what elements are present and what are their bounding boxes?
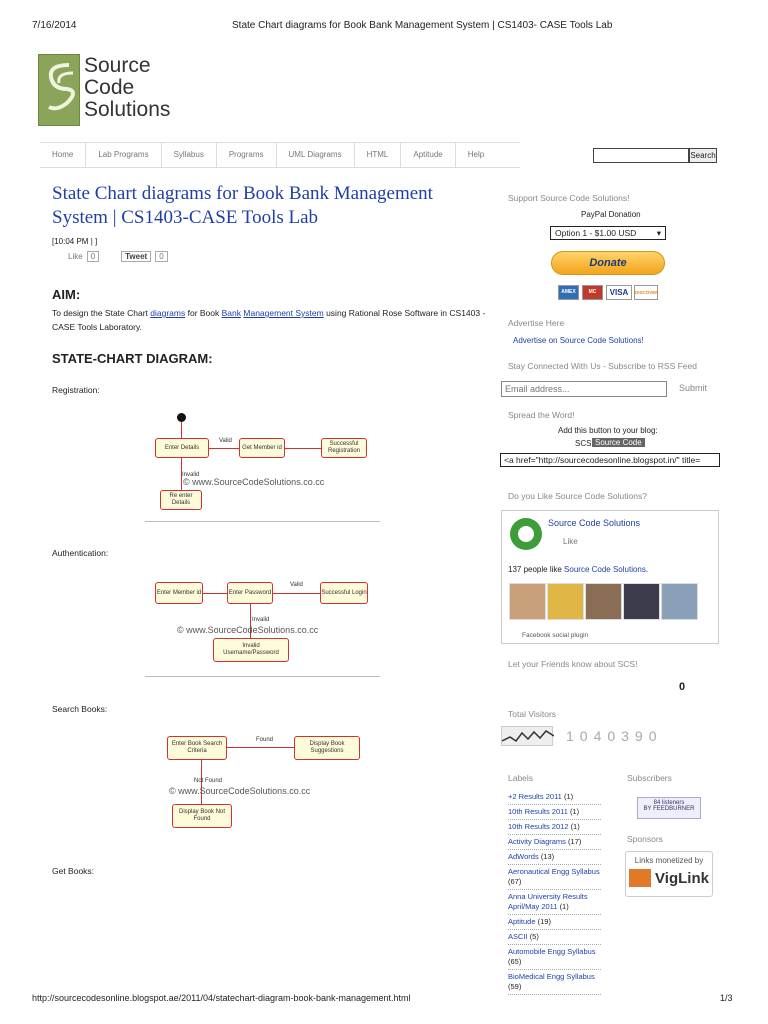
page-logo-icon[interactable] bbox=[510, 518, 542, 550]
section-label-get-books: Get Books: bbox=[52, 866, 95, 876]
aim-text: for Book bbox=[185, 308, 222, 318]
state-invalid-username-password: Invalid Username/Password bbox=[213, 638, 289, 662]
state-get-member-id: Get Member id bbox=[239, 438, 285, 458]
list-item[interactable]: AdWords (13) bbox=[508, 850, 601, 865]
fb-people-text: . bbox=[645, 565, 649, 574]
post-title[interactable]: State Chart diagrams for Book Bank Management System | CS1403-CASE Tools Lab bbox=[52, 183, 433, 228]
nav-help[interactable]: Help bbox=[467, 150, 485, 159]
embed-code-field[interactable]: <a href="http://sourcecodesonline.blogspot.in/" title= bbox=[500, 453, 720, 467]
link-bank[interactable]: Bank bbox=[221, 308, 242, 318]
list-item[interactable]: +2 Results 2011 (1) bbox=[508, 790, 601, 805]
email-input[interactable] bbox=[501, 381, 667, 397]
share-bar bbox=[68, 251, 168, 262]
initial-state-icon bbox=[177, 413, 186, 422]
tweet-count: 0 bbox=[155, 251, 167, 262]
logo-line-2: Code bbox=[84, 76, 135, 99]
nav-lab-programs[interactable]: Lab Programs bbox=[86, 143, 161, 167]
footer-page-number: 1/3 bbox=[720, 993, 733, 1003]
arrow-label-invalid: Invalid bbox=[252, 617, 270, 623]
list-item[interactable]: Automobile Engg Syllabus (65) bbox=[508, 945, 601, 970]
like-label[interactable]: Like bbox=[68, 252, 83, 261]
visa-card-icon: VISA bbox=[606, 285, 632, 300]
list-item[interactable]: Aeronautical Engg Syllabus (67) bbox=[508, 865, 601, 890]
badge-image[interactable]: Source Code bbox=[592, 438, 645, 447]
arrow-label-valid: Valid bbox=[219, 438, 232, 444]
aim-text: To design the State Chart bbox=[52, 308, 151, 318]
watermark: © www.SourceCodeSolutions.co.cc bbox=[177, 625, 319, 635]
support-title: Support Source Code Solutions! bbox=[508, 193, 630, 203]
feed-by: BY FEEDBURNER bbox=[643, 806, 695, 812]
tweet-button[interactable]: Tweet bbox=[121, 251, 151, 262]
nav-html[interactable]: HTML bbox=[355, 143, 402, 167]
list-item[interactable]: BioMedical Engg Syllabus (59) bbox=[508, 970, 601, 995]
visitor-graph-icon bbox=[501, 726, 553, 746]
labels-title: Labels bbox=[508, 773, 534, 783]
mastercard-icon: MC bbox=[582, 285, 603, 300]
donation-option-select[interactable] bbox=[550, 226, 666, 240]
post-meta: [10:04 PM | ] bbox=[52, 237, 98, 246]
aim-paragraph bbox=[52, 306, 492, 334]
nav-syllabus[interactable]: Syllabus bbox=[162, 143, 217, 167]
logo-line-1: Source bbox=[84, 54, 151, 77]
subscribers-title: Subscribers bbox=[627, 773, 672, 783]
visitor-count: 1040390 bbox=[566, 728, 663, 744]
state-enter-details: Enter Details bbox=[155, 438, 209, 458]
list-item[interactable]: Anna University Results April/May 2011 (1) bbox=[508, 890, 601, 915]
watermark: © www.SourceCodeSolutions.co.cc bbox=[169, 786, 311, 796]
search-button[interactable]: Search bbox=[689, 148, 717, 163]
search-input[interactable] bbox=[593, 148, 689, 163]
fan-avatar[interactable] bbox=[585, 583, 622, 620]
amex-card-icon: AMEX bbox=[558, 285, 579, 300]
advertise-title: Advertise Here bbox=[508, 318, 565, 328]
state-enter-search-criteria: Enter Book Search Criteria bbox=[167, 736, 227, 760]
chevron-down-icon: ▾ bbox=[656, 228, 661, 238]
list-item[interactable]: ASCII (5) bbox=[508, 930, 601, 945]
fb-like-button[interactable]: Like bbox=[563, 537, 578, 546]
like-count: 0 bbox=[87, 251, 99, 262]
arrow-label-not-found: Not Found bbox=[194, 778, 223, 784]
viglink-caption: Links monetized by bbox=[634, 856, 704, 865]
list-item[interactable]: Activity Diagrams (17) bbox=[508, 835, 601, 850]
discover-card-icon: DISCOVER bbox=[634, 285, 658, 300]
fb-title: Do you Like Source Code Solutions? bbox=[508, 491, 647, 501]
submit-button[interactable]: Submit bbox=[679, 383, 708, 393]
spread-title: Spread the Word! bbox=[508, 410, 575, 420]
rss-title: Stay Connected With Us - Subscribe to RSS Feed bbox=[508, 361, 697, 371]
feedburner-badge[interactable] bbox=[637, 797, 701, 819]
state-enter-password: Enter Password bbox=[227, 582, 273, 604]
arrow-label-invalid: Invalid bbox=[182, 472, 200, 478]
list-item[interactable]: 10th Results 2011 (1) bbox=[508, 805, 601, 820]
paypal-label: PayPal Donation bbox=[581, 210, 641, 219]
aim-heading: AIM: bbox=[52, 287, 81, 302]
viglink-name: VigLink bbox=[655, 869, 709, 887]
section-label-authentication: Authentication: bbox=[52, 548, 109, 558]
donation-option-value: Option 1 - $1.00 USD bbox=[555, 228, 637, 238]
sponsors-title: Sponsors bbox=[627, 834, 663, 844]
fb-people-count bbox=[508, 565, 648, 574]
feed-count: 84 bbox=[653, 800, 661, 806]
link-management-system[interactable]: Management System bbox=[243, 308, 324, 318]
list-item[interactable]: 10th Results 2012 (1) bbox=[508, 820, 601, 835]
state-successful-login: Successful Login bbox=[320, 582, 368, 604]
donate-button[interactable]: Donate bbox=[551, 251, 665, 275]
logo-icon[interactable] bbox=[38, 54, 80, 126]
print-date: 7/16/2014 bbox=[32, 20, 77, 31]
footer-url: http://sourcecodesonline.blogspot.ae/2011/04/statechart-diagram-book-bank-management.html bbox=[32, 993, 411, 1003]
logo-text[interactable] bbox=[84, 55, 170, 121]
divider bbox=[145, 521, 380, 522]
arrow-label-found: Found bbox=[256, 737, 274, 743]
section-label-search-books: Search Books: bbox=[52, 704, 108, 714]
fb-page-name[interactable]: Source Code Solutions bbox=[548, 518, 641, 528]
nav-programs[interactable]: Programs bbox=[217, 143, 277, 167]
fan-avatar[interactable] bbox=[661, 583, 698, 620]
badge-scs: SCS bbox=[575, 439, 592, 448]
arrow-label-valid: Valid bbox=[290, 582, 303, 588]
state-display-book-suggestions: Display Book Suggestions bbox=[294, 736, 360, 760]
nav-aptitude[interactable]: Aptitude bbox=[401, 143, 455, 167]
labels-list bbox=[508, 790, 601, 995]
friends-count: 0 bbox=[679, 681, 686, 693]
fb-plugin-label: Facebook social plugin bbox=[522, 632, 589, 639]
state-successful-registration: Successful Registration bbox=[321, 438, 367, 458]
state-enter-member-id: Enter Member id bbox=[155, 582, 203, 604]
main-nav bbox=[40, 142, 520, 168]
friends-title: Let your Friends know about SCS! bbox=[508, 659, 638, 669]
logo-line-3: Solutions bbox=[84, 98, 171, 121]
viglink-badge[interactable] bbox=[625, 851, 713, 897]
state-display-book-not-found: Display Book Not Found bbox=[172, 804, 232, 828]
fan-avatar[interactable] bbox=[547, 583, 584, 620]
state-re-enter-details: Re enter Details bbox=[160, 490, 202, 510]
aim-text: using Rational Rose Software in CS1403 - CASE Tools Laboratory. bbox=[52, 308, 486, 332]
fan-avatar[interactable] bbox=[623, 583, 660, 620]
section-label-registration: Registration: bbox=[52, 385, 100, 395]
list-item[interactable]: Aptitude (19) bbox=[508, 915, 601, 930]
advertise-link[interactable]: Advertise on Source Code Solutions! bbox=[513, 336, 644, 345]
visitors-title: Total Visitors bbox=[508, 709, 557, 719]
fan-avatar[interactable] bbox=[509, 583, 546, 620]
statechart-heading: STATE-CHART DIAGRAM: bbox=[52, 351, 213, 366]
fb-people-link[interactable]: Source Code Solutions bbox=[564, 565, 646, 574]
watermark: © www.SourceCodeSolutions.co.cc bbox=[183, 477, 325, 487]
fb-people-text: 137 people like bbox=[508, 565, 565, 574]
link-diagrams[interactable]: diagrams bbox=[150, 308, 186, 318]
feed-label: listeners bbox=[662, 800, 685, 806]
print-page-title: State Chart diagrams for Book Bank Management System | CS1403- CASE Tools Lab bbox=[232, 20, 613, 31]
viglink-logo-icon bbox=[629, 869, 651, 887]
spread-text: Add this button to your blog: bbox=[558, 426, 658, 435]
nav-home[interactable]: Home bbox=[40, 143, 86, 167]
divider bbox=[145, 676, 380, 677]
nav-uml-diagrams[interactable]: UML Diagrams bbox=[277, 143, 355, 167]
